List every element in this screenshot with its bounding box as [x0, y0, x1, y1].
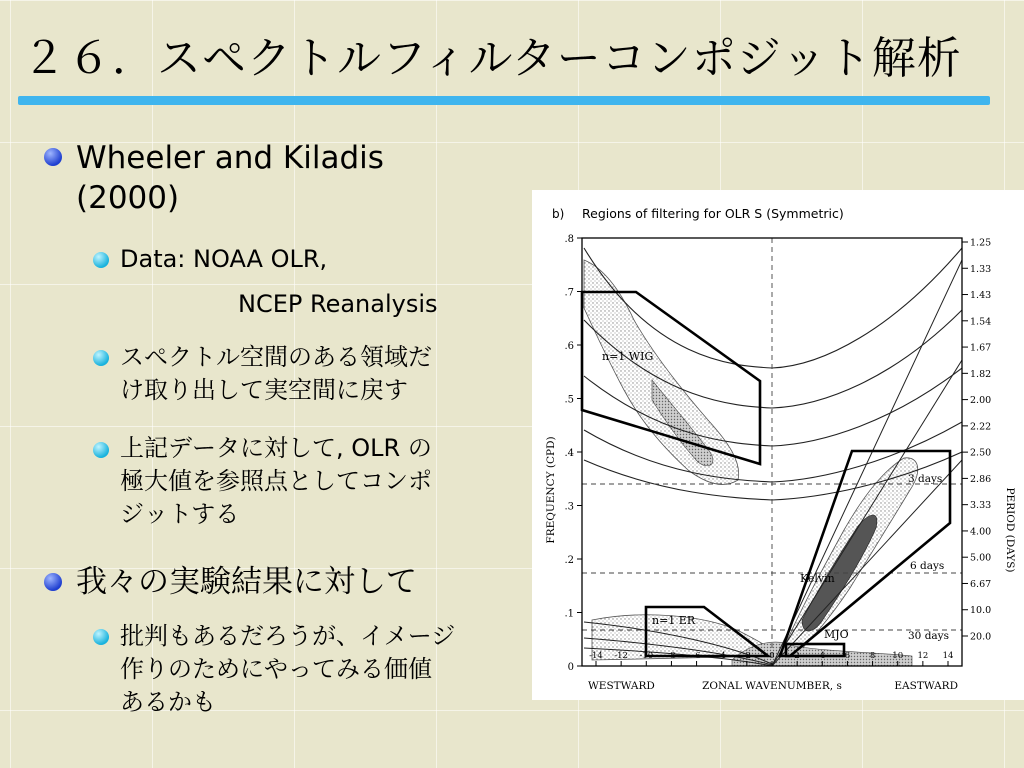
x-tick-label: -2: [742, 651, 751, 661]
y-tick-label: .3: [564, 501, 574, 513]
y-tick-label: 0: [567, 662, 574, 673]
x-tick-label: -10: [639, 651, 654, 661]
bullet-line: 極大値を参照点としてコンポ: [120, 467, 432, 495]
period-tick-label: 1.67: [970, 342, 992, 354]
sub-bullet-icon: [93, 252, 109, 268]
period-tick-label: 20.0: [970, 631, 992, 643]
x-tick-label: -8: [667, 651, 676, 661]
figure-title: Regions of filtering for OLR S (Symmetric): [582, 206, 844, 221]
bullet-line: Wheeler and Kiladis: [76, 140, 384, 176]
period-axis-ticks: [962, 238, 991, 643]
spectral-figure: [532, 190, 1024, 700]
y-tick-label: .5: [564, 394, 574, 406]
y-tick-label: .1: [564, 608, 574, 620]
region-label-wig: n=1 WIG: [602, 350, 654, 363]
bullet-line: 上記データに対して, OLR の: [120, 434, 432, 462]
period-tick-label: 1.25: [970, 237, 992, 249]
label-3days: 3 days: [908, 473, 943, 485]
sub-bullet-item: [120, 341, 432, 407]
region-label-er: n=1 ER: [652, 614, 696, 627]
bullet-item: [76, 138, 384, 218]
sub-bullet-item: [120, 432, 432, 531]
y-tick-label: .7: [564, 287, 574, 299]
x-axis-eastward: EASTWARD: [894, 680, 958, 692]
bullet-line: 作りのためにやってみる価値: [120, 655, 432, 683]
period-tick-label: 2.22: [970, 421, 992, 433]
bullet-line: あるかも: [120, 688, 216, 716]
kelvin-line: [772, 260, 962, 666]
x-tick-label: 6: [844, 651, 851, 661]
sub-bullet-icon: [93, 629, 109, 645]
bullet-line: NCEP Reanalysis: [238, 290, 438, 318]
figure-panel-label: b): [552, 207, 565, 221]
period-tick-label: 2.00: [970, 395, 992, 407]
label-30days: 30 days: [908, 630, 950, 642]
x-axis-westward: WESTWARD: [588, 680, 655, 692]
region-label-kelvin: Kelvin: [800, 572, 835, 585]
bullet-icon: [44, 573, 62, 591]
figure-svg: [532, 190, 1024, 700]
period-tick-label: 2.50: [970, 447, 992, 459]
x-tick-label: 2: [794, 651, 800, 661]
x-tick-label: 0: [769, 651, 775, 661]
y-tick-label: .8: [564, 234, 574, 245]
y-tick-label: .6: [564, 341, 574, 352]
bullet-line: ジットする: [120, 500, 240, 528]
bullet-line: (2000): [76, 180, 180, 216]
kelvin-line: [772, 360, 962, 666]
period-tick-label: 5.00: [970, 552, 992, 564]
bullet-line: 批判もあるだろうが、イメージ: [120, 622, 456, 650]
sub-bullet-icon: [93, 442, 109, 458]
bullet-icon: [44, 148, 62, 166]
period-tick-label: 4.00: [970, 526, 992, 538]
sub-bullet-item: [120, 243, 438, 321]
bullet-line: 我々の実験結果に対して: [76, 564, 417, 600]
plot-area: [584, 248, 962, 666]
sub-bullet-item: [120, 620, 455, 719]
x-tick-label: 10: [892, 651, 904, 661]
label-6days: 6 days: [910, 560, 945, 572]
period-tick-label: 10.0: [970, 605, 992, 617]
x-tick-label: 4: [819, 651, 825, 661]
period-tick-label: 1.43: [970, 290, 992, 302]
slide-title: ２６．スペクトルフィルターコンポジット解析: [22, 33, 962, 84]
x-tick-label: 8: [869, 651, 876, 661]
period-tick-label: 3.33: [970, 500, 992, 512]
x-tick-label: -6: [692, 651, 701, 661]
x-tick-label: 14: [942, 651, 954, 661]
bullet-line: Data: NOAA OLR,: [120, 245, 328, 273]
period-axis-label: PERIOD (DAYS): [1004, 487, 1016, 573]
y-axis-ticks: [564, 234, 582, 673]
period-tick-label: 1.33: [970, 263, 992, 275]
x-tick-label: -4: [717, 651, 726, 661]
y-tick-label: .2: [564, 555, 574, 566]
y-tick-label: .4: [564, 448, 574, 459]
bullet-item: [76, 562, 417, 602]
period-tick-label: 1.82: [970, 368, 992, 380]
region-label-mjo: MJO: [824, 628, 849, 641]
bullet-line: け取り出して実空間に戻す: [120, 376, 408, 404]
sub-bullet-icon: [93, 350, 109, 366]
y-axis-label: FREQUENCY (CPD): [545, 436, 557, 544]
period-tick-label: 2.86: [970, 473, 992, 485]
x-tick-label: -12: [614, 651, 628, 661]
x-axis-label: ZONAL WAVENUMBER, s: [702, 680, 842, 692]
period-tick-label: 1.54: [970, 316, 992, 328]
bullet-line: スペクトル空間のある領域だ: [120, 343, 432, 371]
period-tick-label: 6.67: [970, 578, 992, 590]
x-tick-label: -14: [589, 651, 603, 661]
x-tick-label: 12: [917, 651, 929, 661]
